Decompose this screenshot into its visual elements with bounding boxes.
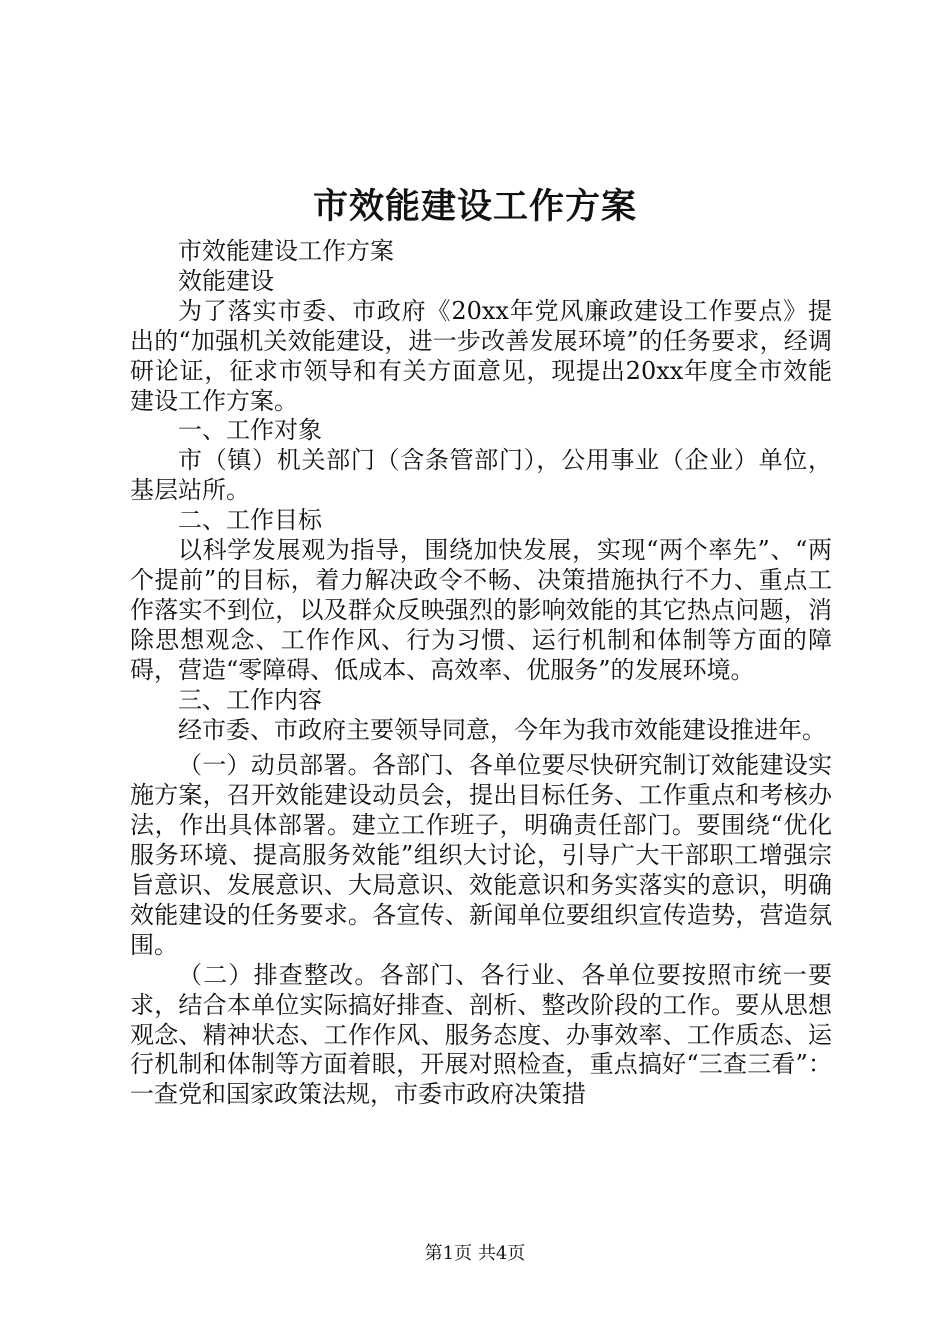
page-footer xyxy=(0,1242,950,1266)
paragraph-topic: 效能建设 xyxy=(178,266,274,295)
section-heading-goals: 二、工作目标 xyxy=(178,506,322,535)
section-heading-content: 三、工作内容 xyxy=(178,685,322,714)
section-heading-objects: 一、工作对象 xyxy=(178,416,322,445)
paragraph-inspection: （二）排查整改。各部门、各行业、各单位要按照市统一要求，结合本单位实际搞好排查、剖析、整改阶段的工作。要从思想观念、精神状态、工作作风、服务态度、办事效率、工作质态、运行机制和体制等方面着眼，开展对照检查，重点搞好“三查三看”：一查党和国家政策法规，市委市政府决策措 xyxy=(130,960,832,1109)
paragraph-objects: 市（镇）机关部门（含条管部门），公用事业（企业）单位，基层站所。 xyxy=(130,446,832,505)
document-title: 市效能建设工作方案 xyxy=(312,186,637,227)
paragraph-intro: 为了落实市委、市政府《20xx年党风廉政建设工作要点》提出的“加强机关效能建设，进一步改善发展环境”的任务要求，经调研论证，征求市领导和有关方面意见，现提出20xx年度全市效能建设工作方案。 xyxy=(130,296,832,415)
paragraph-goals: 以科学发展观为指导，围绕加快发展，实现“两个率先”、“两个提前”的目标，着力解决政令不畅、决策措施执行不力、重点工作落实不到位，以及群众反映强烈的影响效能的其它热点问题，消除思想观念、工作作风、行为习惯、运行机制和体制等方面的障碍，营造“零障碍、低成本、高效率、优服务”的发展环境。 xyxy=(130,536,832,684)
paragraph-content-intro: 经市委、市政府主要领导同意，今年为我市效能建设推进年。 xyxy=(178,715,826,744)
document-body xyxy=(130,237,832,1110)
paragraph-mobilization: （一）动员部署。各部门、各单位要尽快研究制订效能建设实施方案，召开效能建设动员会，提出目标任务、工作重点和考核办法，作出具体部署。建立工作班子，明确责任部门。要围绕“优化服务环境、提高服务效能”组织大讨论，引导广大干部职工增强宗旨意识、发展意识、大局意识、效能意识和务实落实的意识，明确效能建设的任务要求。各宣传、新闻单位要组织宣传造势，营造氛围。 xyxy=(130,751,832,959)
page-total: 共4页 xyxy=(477,1243,526,1264)
paragraph-heading-repeat: 市效能建设工作方案 xyxy=(178,237,394,265)
page-number: 第1页 xyxy=(424,1243,473,1264)
